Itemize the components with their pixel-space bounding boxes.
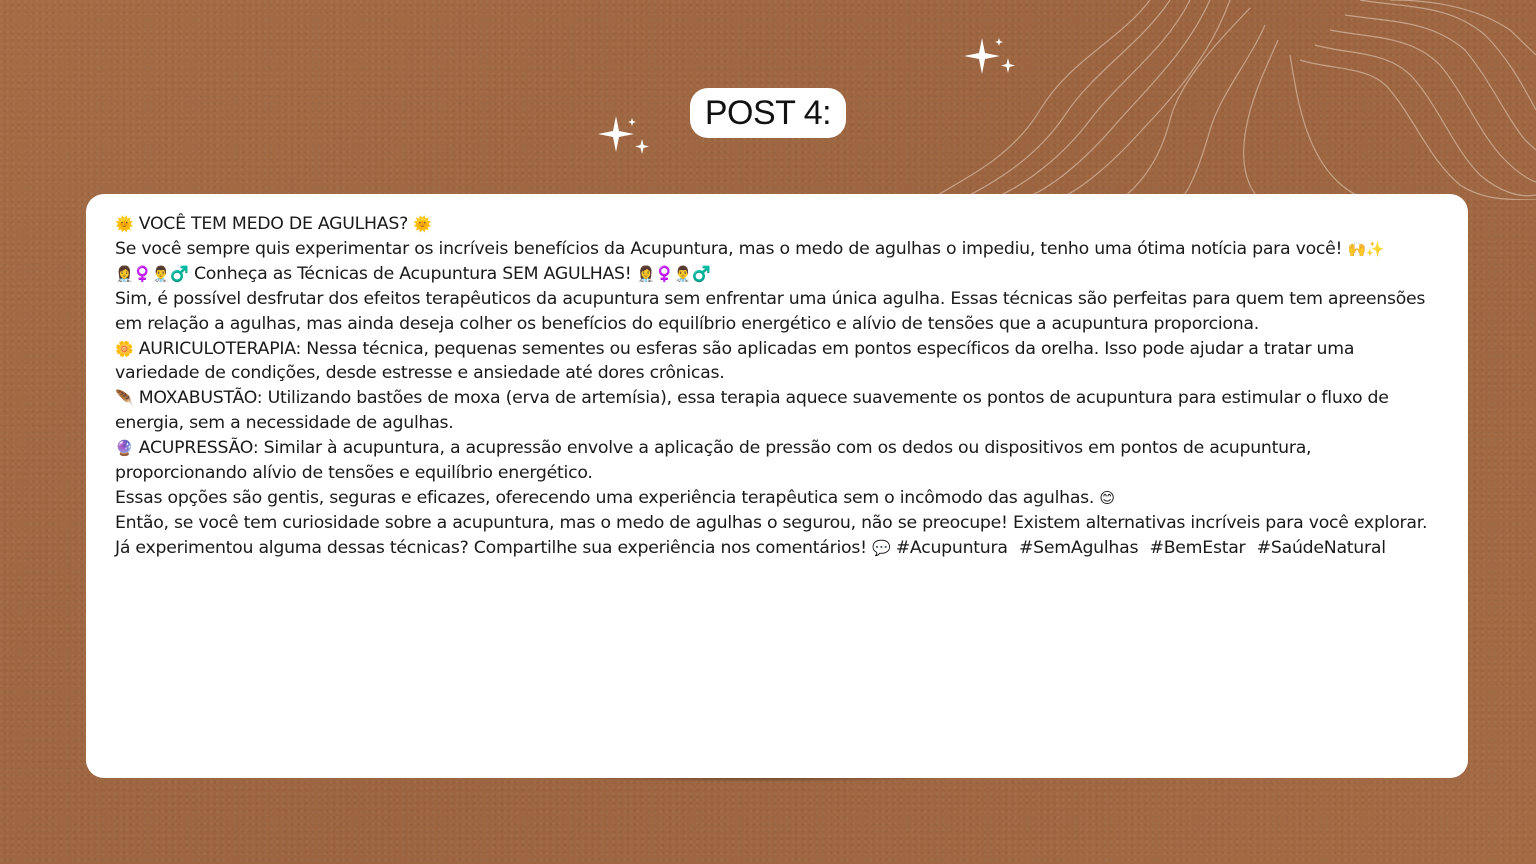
- intro-paragraph: [115, 237, 1440, 262]
- subheading-text: Conheça as Técnicas de Acupuntura SEM AGULHAS!: [193, 263, 632, 284]
- technique-text: ACUPRESSÃO: Similar à acupuntura, a acupressão envolve a aplicação de pressão com os dedos ou dispositivos em pontos de acupuntura, proporcionando alívio de tensões e equilíbrio energético.: [115, 438, 1312, 484]
- hashtag-list: [896, 538, 1392, 558]
- feather-icon: 🪶: [115, 389, 134, 408]
- hashtag[interactable]: #Acupuntura: [895, 537, 1008, 558]
- hashtag[interactable]: #SaúdeNatural: [1256, 537, 1386, 558]
- sun-icon: 🌞: [413, 215, 432, 233]
- technique-item: [115, 436, 1440, 486]
- cta-text: Já experimentou alguma dessas técnicas? Compartilhe sua experiência nos comentários!: [115, 537, 867, 558]
- health-workers-icon: 👩‍⚕️♀️👨‍⚕️♂️: [115, 264, 189, 283]
- sparkle-icon: [594, 112, 654, 160]
- summary-paragraph: [115, 486, 1440, 511]
- sun-icon: 🌞: [115, 215, 134, 233]
- flower-icon: 🌼: [115, 339, 134, 358]
- subheading: [115, 262, 1440, 287]
- heading-text: VOCÊ TEM MEDO DE AGULHAS?: [138, 214, 409, 234]
- post-body: [115, 212, 1440, 561]
- sparkle-icon: [962, 36, 1022, 80]
- technique-text: AURICULOTERAPIA: Nessa técnica, pequenas sementes ou esferas são aplicadas em pontos específicos da orelha. Isso pode ajudar a tratar uma variedade de condições, desde estresse e ansiedade até dores crônicas.: [115, 338, 1355, 384]
- post-card: [86, 194, 1468, 778]
- technique-item: [115, 337, 1440, 387]
- post-title: POST 4:: [704, 93, 832, 132]
- raised-hands-sparkles-icon: 🙌✨: [1347, 239, 1385, 258]
- hashtag[interactable]: #BemEstar: [1149, 537, 1246, 558]
- technique-text: MOXABUSTÃO: Utilizando bastões de moxa (erva de artemísia), essa terapia aquece suavemente os pontos de acupuntura para estimular o fluxo de energia, sem a necessidade de agulhas.: [115, 388, 1389, 434]
- post-title-badge: [690, 88, 846, 138]
- cta-paragraph: [115, 536, 1440, 561]
- hashtag[interactable]: #SemAgulhas: [1018, 537, 1139, 558]
- crystal-ball-icon: 🔮: [115, 439, 134, 458]
- explanation-paragraph: Sim, é possível desfrutar dos efeitos terapêuticos da acupuntura sem enfrentar uma única agulha. Essas técnicas são perfeitas para quem tem apreensões em relação a agulhas, mas ainda deseja colher os benefícios do equilíbrio energético e alívio de tensões que a acupuntura proporciona.: [115, 288, 1426, 334]
- summary-text: Essas opções são gentis, seguras e eficazes, oferecendo uma experiência terapêutica sem o incômodo das agulhas.: [115, 487, 1095, 508]
- technique-item: [115, 386, 1440, 436]
- speech-bubble-icon: 💬: [872, 538, 891, 557]
- post-heading: [115, 212, 1440, 237]
- intro-text: Se você sempre quis experimentar os incríveis benefícios da Acupuntura, mas o medo de agulhas o impediu, tenho uma ótima notícia para você!: [115, 238, 1343, 259]
- health-workers-icon: 👩‍⚕️♀️👨‍⚕️♂️: [636, 264, 711, 283]
- smiling-face-icon: 😊: [1099, 488, 1115, 507]
- contour-lines-decoration: [920, 0, 1536, 200]
- encouragement-paragraph: Então, se você tem curiosidade sobre a acupuntura, mas o medo de agulhas o segurou, não se preocupe! Existem alternativas incríveis para você explorar.: [115, 512, 1428, 533]
